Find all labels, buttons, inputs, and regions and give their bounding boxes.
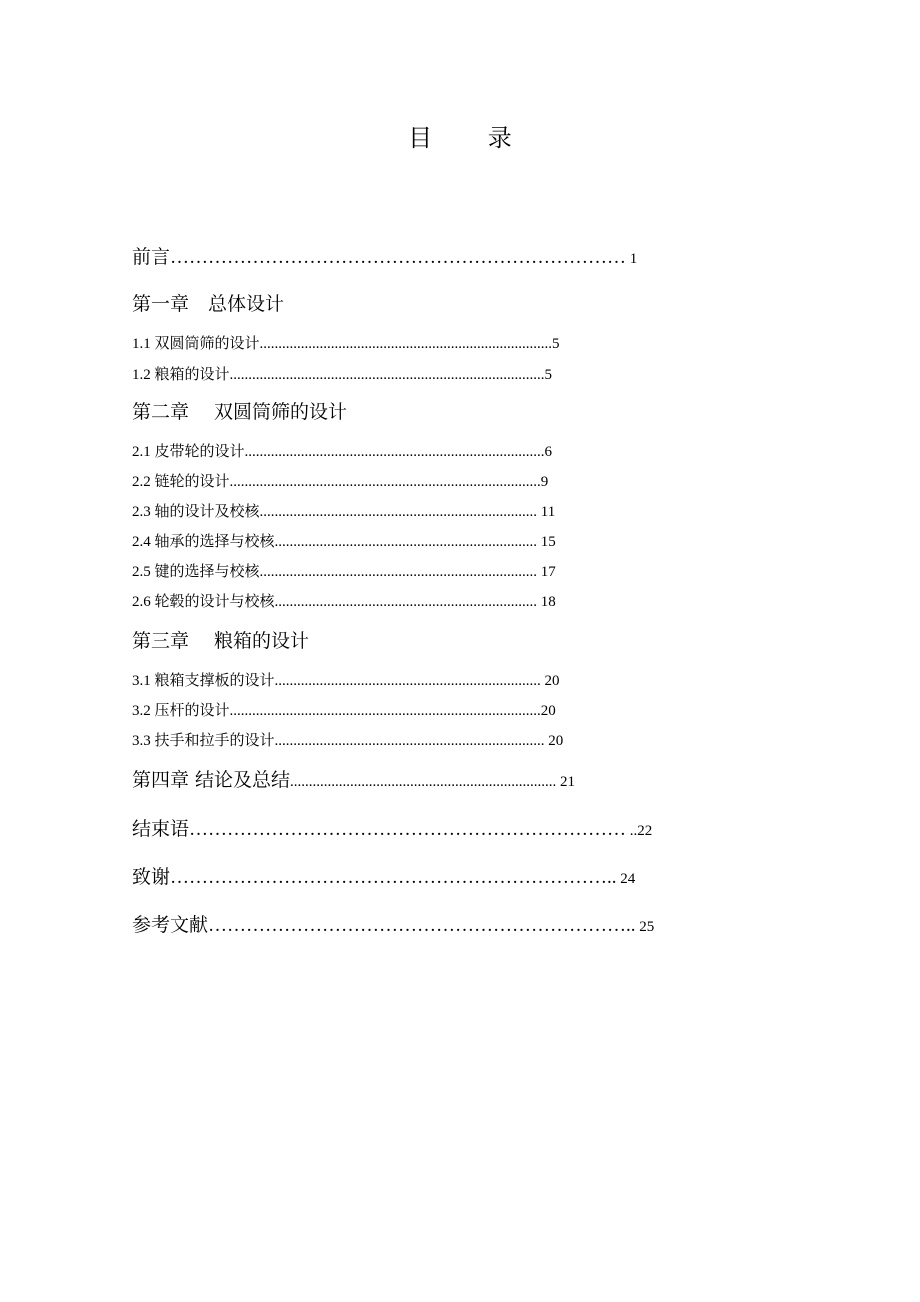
toc-leader: …………………………………………………………….. [170, 867, 617, 888]
toc-leader: ....................................................................... [274, 673, 541, 689]
toc-entry-2-3[interactable] [132, 505, 555, 520]
toc-leader: ................................................................................... [229, 703, 541, 719]
toc-chapter-2[interactable] [132, 403, 347, 422]
toc-entry-label: 3.3 扶手和拉手的设计 [132, 733, 275, 749]
toc-entry-label: 第三章 粮箱的设计 [132, 630, 310, 652]
toc-page-number: 18 [537, 594, 556, 610]
toc-leader: .......................................................................... [259, 504, 538, 520]
toc-page-number: 24 [616, 871, 636, 887]
toc-entry-label: 前言 [132, 246, 171, 268]
toc-entry-label: 2.3 轴的设计及校核 [132, 504, 260, 520]
toc-leader: ………………………………………………………….. [208, 915, 636, 936]
toc-leader: ................................................................................ [244, 444, 545, 460]
toc-leader: …………………………………………………………… [189, 819, 627, 840]
toc-entry-3-3[interactable] [132, 734, 563, 749]
toc-leader: ...................................................................... [274, 594, 538, 610]
toc-entry-1-2[interactable] [132, 368, 552, 383]
toc-entry-2-6[interactable] [132, 595, 556, 610]
toc-page-number: 25 [635, 919, 655, 935]
toc-entry-label: 2.5 键的选择与校核 [132, 564, 260, 580]
toc-entry-2-4[interactable] [132, 535, 556, 550]
toc-entry-label: 第四章 结论及总结 [132, 769, 291, 791]
toc-chapter-4[interactable] [132, 771, 575, 790]
toc-entry-2-5[interactable] [132, 565, 556, 580]
toc-page-number: 6 [544, 444, 553, 460]
toc-page-number: 20 [540, 703, 556, 719]
toc-leader: ........................................................................ [274, 733, 545, 749]
toc-page-number: 5 [544, 367, 553, 383]
toc-entry-label: 1.1 双圆筒筛的设计 [132, 336, 260, 352]
toc-page-number: 5 [552, 336, 560, 352]
toc-entry-label: 1.2 粮箱的设计 [132, 367, 230, 383]
toc-chapter-3[interactable] [132, 632, 309, 651]
toc-entry-2-1[interactable] [132, 445, 552, 460]
toc-entry-1-1[interactable] [132, 337, 560, 352]
toc-entry-3-2[interactable] [132, 704, 556, 719]
toc-page-number: 9 [540, 474, 549, 490]
toc-entry-label: 3.2 压杆的设计 [132, 703, 230, 719]
toc-page-number: 15 [537, 534, 556, 550]
toc-entry-label: 2.6 轮毂的设计与校核 [132, 594, 275, 610]
toc-entry-acknowledgements[interactable] [132, 868, 635, 887]
toc-entry-label: 2.1 皮带轮的设计 [132, 444, 245, 460]
toc-entry-label: 第二章 双圆筒筛的设计 [132, 401, 348, 423]
toc-entry-2-2[interactable] [132, 475, 548, 490]
toc-entry-label: 结束语 [132, 818, 190, 840]
toc-leader: .......................................................................... [259, 564, 538, 580]
toc-leader: ................................................................................... [229, 474, 541, 490]
toc-leader: .................................................................................... [229, 367, 545, 383]
toc-page-number: 11 [537, 504, 556, 520]
toc-leader: ...................................................................... [274, 534, 538, 550]
toc-entry-label: 2.4 轴承的选择与校核 [132, 534, 275, 550]
toc-page-number: 17 [537, 564, 556, 580]
toc-entry-3-1[interactable] [132, 674, 560, 689]
page-title: 目 录 [408, 124, 536, 152]
toc-page-number: ..22 [626, 823, 653, 839]
toc-entry-label: 3.1 粮箱支撑板的设计 [132, 673, 275, 689]
toc-leader: .............................................................................. [259, 336, 553, 352]
toc-entry-label: 第一章 总体设计 [132, 293, 285, 315]
toc-entry-preface[interactable] [132, 248, 637, 267]
toc-entry-closing[interactable] [132, 820, 652, 839]
toc-leader: ……………………………………………………………… [170, 247, 627, 268]
toc-page-number: 1 [626, 251, 638, 267]
toc-leader: ....................................................................... [290, 774, 557, 790]
toc-entry-label: 参考文献 [132, 914, 209, 936]
toc-page-number: 20 [540, 673, 560, 689]
toc-page-number: 21 [556, 774, 576, 790]
toc-page-number: 20 [544, 733, 564, 749]
toc-entry-references[interactable] [132, 916, 654, 935]
toc-chapter-1[interactable] [132, 295, 284, 314]
toc-entry-label: 2.2 链轮的设计 [132, 474, 230, 490]
toc-entry-label: 致谢 [132, 866, 171, 888]
